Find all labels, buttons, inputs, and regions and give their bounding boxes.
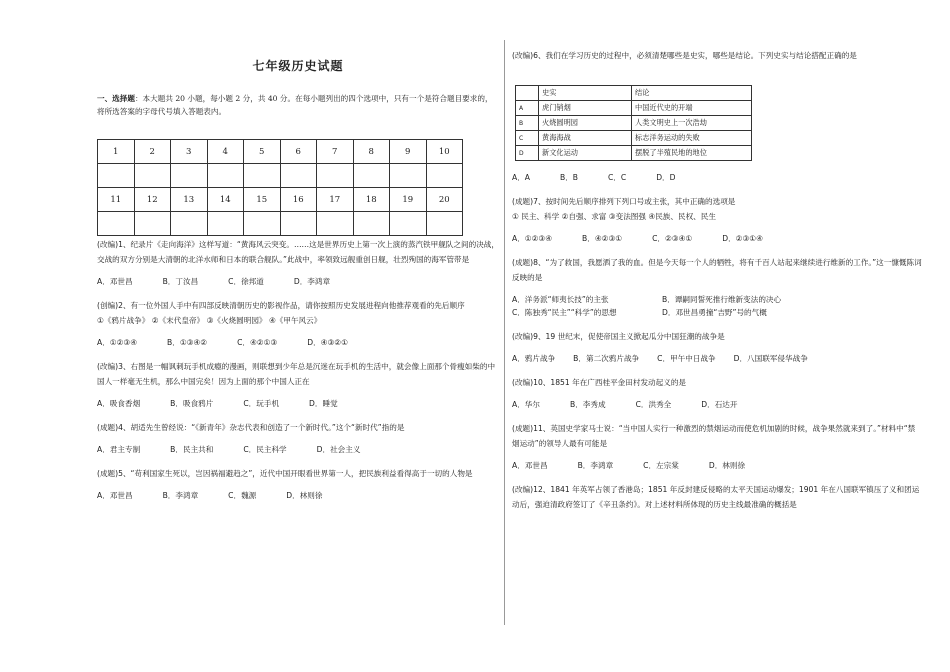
table-cell: 新文化运动 xyxy=(539,146,632,161)
option[interactable]: A．①②③④ xyxy=(97,338,138,347)
table-cell: 黄海海战 xyxy=(539,131,632,146)
answer-number: 16 xyxy=(280,188,317,212)
option[interactable]: C．玩手机 xyxy=(243,399,280,408)
answer-number-row xyxy=(98,140,463,164)
option[interactable]: A．吸食香烟 xyxy=(97,399,141,408)
option[interactable]: D．②③①④ xyxy=(722,234,763,243)
answer-number: 20 xyxy=(426,188,463,212)
option[interactable]: D．石达开 xyxy=(701,400,738,409)
option[interactable]: B．吸食鸦片 xyxy=(170,399,214,408)
option[interactable]: B．①③④② xyxy=(167,338,208,347)
table-cell: 虎门销烟 xyxy=(539,101,632,116)
answer-cell[interactable] xyxy=(134,212,171,236)
answer-cell[interactable] xyxy=(98,212,135,236)
option[interactable]: A．华尔 xyxy=(512,400,540,409)
fact-conclusion-table xyxy=(515,85,752,161)
question-8-options-row2 xyxy=(512,306,922,319)
option[interactable]: C．洪秀全 xyxy=(635,400,672,409)
section-instructions xyxy=(97,92,499,118)
option[interactable]: B．李鸿章 xyxy=(162,491,199,500)
option[interactable]: D．林则徐 xyxy=(286,491,323,500)
question-2-options xyxy=(97,336,499,349)
question-3: (改编)3、右图是一幅讽刺玩手机成瘾的漫画，则联想到少年总是沉迷在玩手机的生活中，就会像上面那个骨瘦如柴的中国人一样毫无生机，那么中国完矣！因为上面的那个中国人正在 xyxy=(97,362,496,386)
table-cell: C xyxy=(516,131,539,146)
question-6: (改编)6、我们在学习历史的过程中，必须清楚哪些是史实，哪些是结论。下列史实与结论搭配正确的是 xyxy=(512,51,857,60)
question-8-options-row1 xyxy=(512,293,922,306)
table-cell: A xyxy=(516,101,539,116)
option[interactable]: A．君主专制 xyxy=(97,445,141,454)
question-2: (创编)2、有一位外国人手中有四部反映清朝历史的影视作品，请你按照历史发展进程向他推荐观看的先后顺序 xyxy=(97,301,465,310)
option[interactable]: C．徐邦道 xyxy=(228,277,264,286)
table-header-row xyxy=(516,86,752,101)
table-cell: 摆脱了半殖民地的地位 xyxy=(632,146,752,161)
option[interactable]: A．洋务派“师夷长技”的主张 xyxy=(512,295,609,304)
option[interactable]: D．D xyxy=(656,173,676,182)
answer-cell[interactable] xyxy=(171,212,208,236)
left-column xyxy=(97,48,499,502)
answer-number: 11 xyxy=(98,188,135,212)
option[interactable]: D．八国联军侵华战争 xyxy=(733,354,808,363)
table-cell: 人类文明史上一次浩劫 xyxy=(632,116,752,131)
answer-cell[interactable] xyxy=(98,164,135,188)
option[interactable]: C．甲午中日战争 xyxy=(657,354,716,363)
option[interactable]: C．陈独秀“民主”“科学”的思想 xyxy=(512,308,617,317)
question-6-options xyxy=(512,171,922,184)
answer-number: 15 xyxy=(244,188,281,212)
answer-number: 1 xyxy=(98,140,135,164)
question-5: (成题)5、“苟利国家生死以，岂因祸福避趋之”，近代中国开眼看世界第一人，把民族利益看得高于一切的人物是 xyxy=(97,469,473,478)
table-header-cell: 史实 xyxy=(539,86,632,101)
option[interactable]: C．②③④① xyxy=(652,234,693,243)
question-4-options xyxy=(97,443,499,456)
question-7: (成题)7、按时间先后顺序排列下列口号或主张，其中正确的选项是 xyxy=(512,197,736,206)
table-row xyxy=(516,131,752,146)
answer-cell[interactable] xyxy=(353,212,390,236)
option[interactable]: A．邓世昌 xyxy=(97,277,133,286)
question-2-items: ①《鸦片战争》 ②《末代皇帝》 ③《火烧圆明园》 ④《甲午风云》 xyxy=(97,316,322,325)
answer-cell[interactable] xyxy=(353,164,390,188)
answer-number: 12 xyxy=(134,188,171,212)
option[interactable]: B．李鸿章 xyxy=(577,461,614,470)
answer-table xyxy=(97,139,463,236)
answer-number: 9 xyxy=(390,140,427,164)
question-11: (成题)11、英国史学家马士说：“当中国人实行一种激烈的禁烟运动而使危机加剧的时候，战争果然就来到了。”材料中“禁烟运动”的领导人最有可能是 xyxy=(512,424,916,448)
table-cell: 火烧圆明园 xyxy=(539,116,632,131)
option[interactable]: B．丁汝昌 xyxy=(162,277,199,286)
answer-cell[interactable] xyxy=(244,164,281,188)
question-7-items: ① 民主、科学 ②自强、求富 ③变法图强 ④民族、民权、民生 xyxy=(512,212,716,221)
question-9: (改编)9、19 世纪末，促使帝国主义掀起瓜分中国狂潮的战争是 xyxy=(512,332,725,341)
option[interactable]: D．林则徐 xyxy=(708,461,746,470)
question-10-options xyxy=(512,398,922,411)
option[interactable]: A．鸦片战争 xyxy=(512,354,556,363)
answer-number: 10 xyxy=(426,140,463,164)
option[interactable]: B．李秀成 xyxy=(569,400,606,409)
table-cell: D xyxy=(516,146,539,161)
page-title: 七年级历史试题 xyxy=(252,59,344,73)
answer-number: 8 xyxy=(353,140,390,164)
option[interactable]: C．④②①③ xyxy=(237,338,278,347)
question-8: (成题)8、“为了救国，我愿洒了我的血。但是今天每一个人的牺牲，将有千百人站起来继续进行维新的工作。”这一慷慨陈词反映的是 xyxy=(512,258,922,282)
answer-number: 5 xyxy=(244,140,281,164)
question-11-options xyxy=(512,459,922,472)
option[interactable]: C．民主科学 xyxy=(243,445,287,454)
option[interactable]: D．李鸿章 xyxy=(293,277,331,286)
answer-cell[interactable] xyxy=(426,164,463,188)
answer-number: 7 xyxy=(317,140,354,164)
table-row xyxy=(516,101,752,116)
answer-number: 14 xyxy=(207,188,244,212)
question-3-options xyxy=(97,397,499,410)
option[interactable]: D．社会主义 xyxy=(316,445,361,454)
answer-cell[interactable] xyxy=(207,212,244,236)
question-12: (改编)12、1841 年英军占领了香港岛；1851 年反封建反侵略的太平天国运动爆发；1901 年在八国联军镇压了义和团运动后，强迫清政府签订了《辛丑条约》。对上述材料所体现的历史主线最准确的概括是 xyxy=(512,485,920,509)
option[interactable]: A．邓世昌 xyxy=(97,491,133,500)
answer-cell[interactable] xyxy=(317,212,354,236)
option[interactable]: D．④③②① xyxy=(307,338,348,347)
option[interactable]: B．B xyxy=(559,173,578,182)
option[interactable]: A．①②③④ xyxy=(512,234,553,243)
answer-cell[interactable] xyxy=(171,164,208,188)
table-header-cell xyxy=(516,86,539,101)
question-7-options xyxy=(512,232,922,245)
answer-number: 2 xyxy=(134,140,171,164)
answer-cell[interactable] xyxy=(390,212,427,236)
answer-cell[interactable] xyxy=(244,212,281,236)
option[interactable]: D．邓世昌勇撞“吉野”号的气概 xyxy=(662,308,767,317)
option[interactable]: C．魏源 xyxy=(228,491,257,500)
option[interactable]: C．C xyxy=(608,173,627,182)
answer-cell[interactable] xyxy=(134,164,171,188)
question-1: (改编)1、纪录片《走向海洋》这样写道：“黄海风云突变。……这是世界历史上第一次上演的蒸汽铁甲舰队之间的决战，交战的双方分别是大清朝的北洋水师和日本的联合舰队。”此战中，率领致远舰重创日舰，壮烈殉国的海军管带是 xyxy=(97,240,499,264)
option[interactable]: B．④②③① xyxy=(582,234,623,243)
answer-blank-row xyxy=(98,164,463,188)
answer-number: 17 xyxy=(317,188,354,212)
option[interactable]: B．民主共和 xyxy=(170,445,214,454)
answer-cell[interactable] xyxy=(426,212,463,236)
answer-blank-row xyxy=(98,212,463,236)
table-row xyxy=(516,146,752,161)
option[interactable]: C．左宗棠 xyxy=(643,461,679,470)
question-9-options xyxy=(512,352,922,365)
answer-number: 19 xyxy=(390,188,427,212)
table-row xyxy=(516,116,752,131)
table-cell: B xyxy=(516,116,539,131)
answer-number: 6 xyxy=(280,140,317,164)
option[interactable]: A．A xyxy=(512,173,530,182)
question-5-options xyxy=(97,489,499,502)
answer-cell[interactable] xyxy=(390,164,427,188)
answer-cell[interactable] xyxy=(280,164,317,188)
question-4: (成题)4、胡适先生曾经说：“《新青年》杂志代表和创造了一个新时代。”这个“新时代”指的是 xyxy=(97,423,405,432)
answer-number-row xyxy=(98,188,463,212)
table-cell: 中国近代史的开端 xyxy=(632,101,752,116)
section-text: ：本大题共 20 小题，每小题 2 分，共 40 分。在每小题列出的四个选项中，只有一个是符合题目要求的，将所选答案的字母代号填入答题表内。 xyxy=(97,94,493,116)
question-10: (改编)10、1851 年在广西桂平金田村发动起义的是 xyxy=(512,378,687,387)
answer-number: 13 xyxy=(171,188,208,212)
answer-number: 3 xyxy=(171,140,208,164)
answer-cell[interactable] xyxy=(207,164,244,188)
option[interactable]: B．谭嗣同誓死推行维新变法的决心 xyxy=(662,295,782,304)
question-1-options xyxy=(97,275,499,288)
table-header-cell: 结论 xyxy=(632,86,752,101)
table-cell: 标志洋务运动的失败 xyxy=(632,131,752,146)
option[interactable]: D．睡觉 xyxy=(309,399,338,408)
right-column xyxy=(512,48,922,512)
answer-number: 18 xyxy=(353,188,390,212)
section-label: 一、选择题 xyxy=(97,94,135,103)
column-divider xyxy=(504,40,505,625)
option[interactable]: A．邓世昌 xyxy=(512,461,548,470)
answer-cell[interactable] xyxy=(317,164,354,188)
answer-cell[interactable] xyxy=(280,212,317,236)
option[interactable]: B．第二次鸦片战争 xyxy=(573,354,640,363)
answer-number: 4 xyxy=(207,140,244,164)
